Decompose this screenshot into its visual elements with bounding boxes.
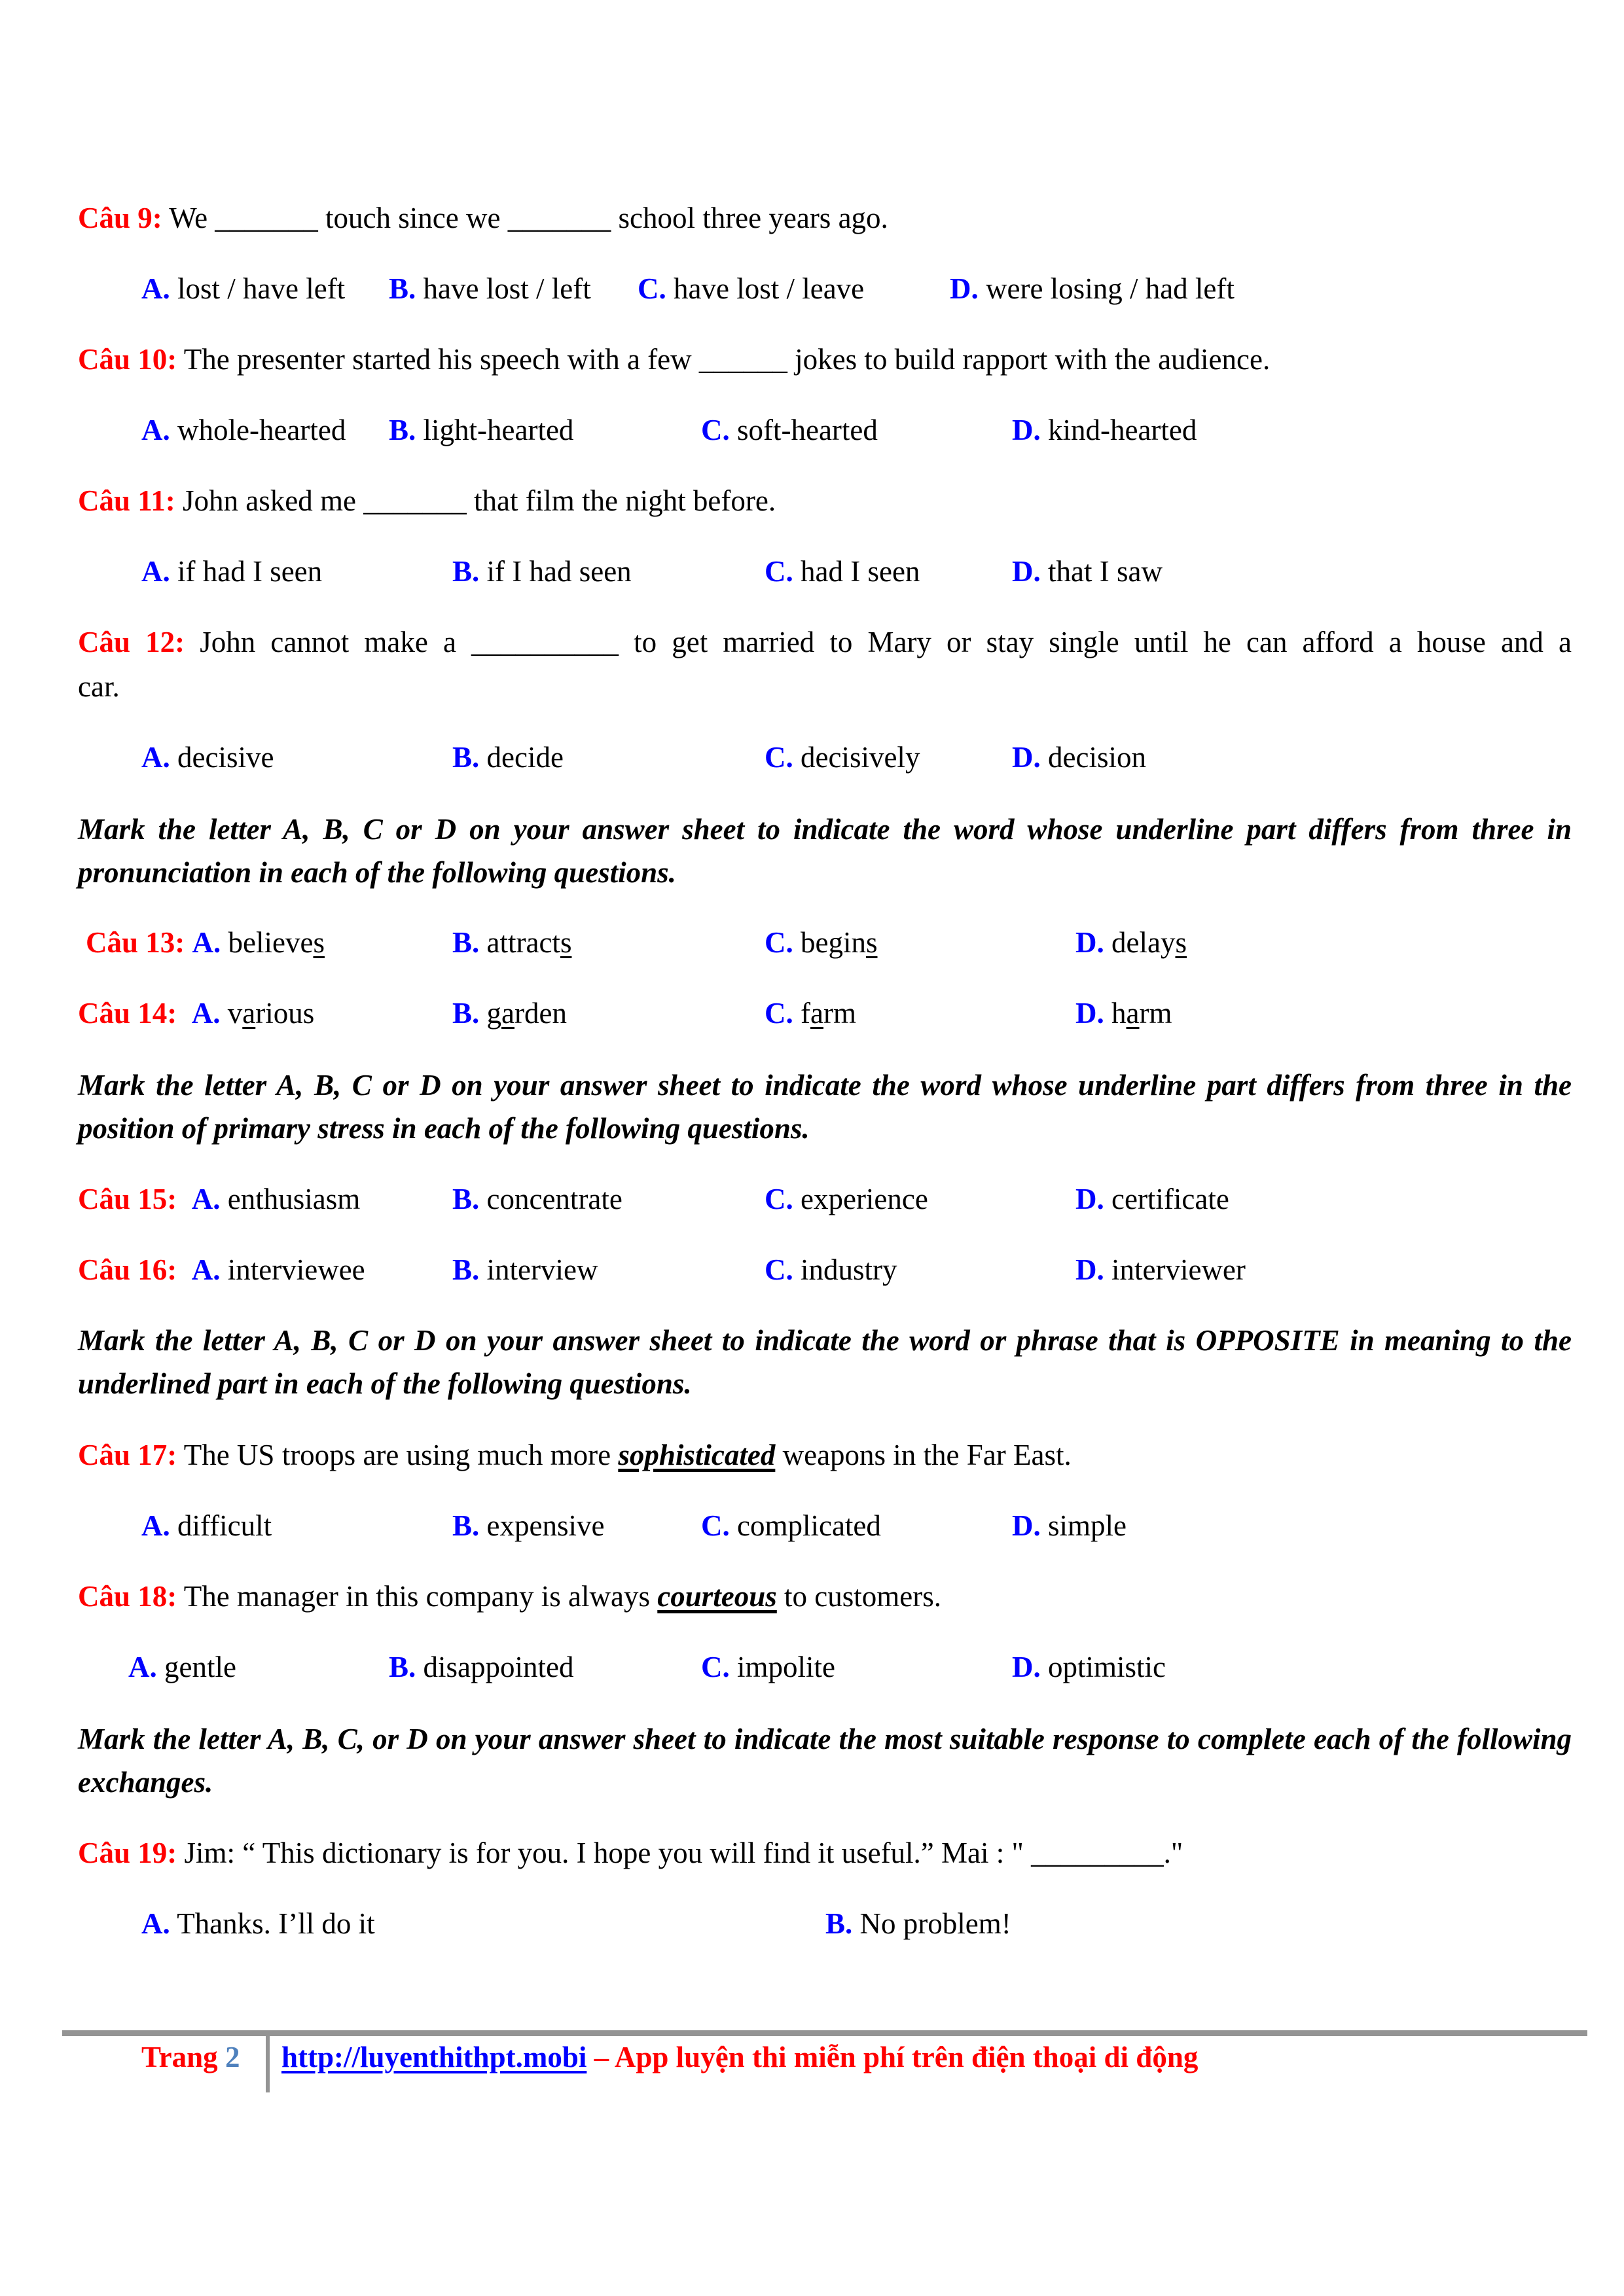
option-letter: C. [638, 272, 666, 305]
option-b[interactable] [452, 1508, 604, 1543]
underlined-part: a [1126, 997, 1140, 1030]
question-label-wrap [86, 925, 325, 960]
section-heading-pronunciation: Mark the letter A, B, C or D on your answer sheet to indicate the word whose underline part differs from three in pronunciation in each of the following questions. [78, 813, 1572, 889]
option-letter: D. [1012, 414, 1041, 446]
option-text: if I had seen [486, 555, 632, 588]
option-d[interactable] [1012, 554, 1163, 589]
option-letter: A. [191, 1183, 221, 1215]
option-text: f [801, 997, 810, 1030]
option-c[interactable] [701, 412, 878, 448]
question-stem: The US troops are using much more [183, 1439, 619, 1471]
option-text: believe [228, 926, 314, 959]
option-text: begin [801, 926, 866, 959]
underlined-keyword: courteous [657, 1580, 777, 1613]
question-label: Câu 18: [78, 1580, 177, 1613]
question-label-wrap [78, 1181, 360, 1217]
footer-link[interactable]: http://luyenthithpt.mobi [281, 2041, 587, 2073]
underlined-part: s [865, 926, 878, 959]
option-a[interactable] [141, 740, 274, 775]
question-stem: car. [78, 670, 120, 703]
section-heading-response: Mark the letter A, B, C, or D on your answer sheet to indicate the most suitable response to complete each of the following exchanges. [78, 1723, 1572, 1799]
option-text: if had I seen [177, 555, 323, 588]
option-text: concentrate [486, 1183, 623, 1215]
question-stem: The presenter started his speech with a few ______ jokes to build rapport with the audience. [183, 343, 1271, 376]
option-letter: B. [825, 1907, 853, 1940]
option-text: impolite [737, 1651, 835, 1683]
option-letter: B. [389, 414, 416, 446]
option-c[interactable] [765, 740, 920, 775]
page-number [141, 2039, 240, 2075]
option-text: industry [801, 1253, 897, 1286]
question-stem: The manager in this company is always [183, 1580, 658, 1613]
option-letter: A. [141, 1509, 170, 1542]
option-letter: A. [141, 272, 170, 305]
option-letter: B. [452, 741, 480, 774]
option-letter: C. [765, 555, 793, 588]
question-12-continuation [78, 669, 120, 704]
footer-vertical-divider [266, 2036, 270, 2092]
option-letter: D. [1075, 926, 1104, 959]
underlined-part: s [1175, 926, 1187, 959]
option-text: expensive [486, 1509, 605, 1542]
option-a[interactable] [228, 926, 325, 959]
page-number-value: 2 [225, 2041, 240, 2073]
question-label-wrap [78, 996, 314, 1031]
page-label: Trang [141, 2041, 225, 2073]
question-label: Câu 14: [78, 997, 177, 1030]
option-b[interactable] [825, 1906, 1011, 1941]
footer-tagline: – App luyện thi miễn phí trên điện thoại di động [586, 2041, 1199, 2073]
option-d[interactable] [1075, 1252, 1246, 1287]
footer-divider [62, 2030, 1587, 2036]
option-c[interactable] [765, 1252, 897, 1287]
option-b[interactable] [389, 412, 573, 448]
question-9 [78, 200, 888, 236]
option-letter: C. [701, 1509, 730, 1542]
option-letter: D. [1075, 1183, 1104, 1215]
question-label: Câu 19: [78, 1837, 177, 1869]
option-text: v [227, 997, 243, 1030]
option-text: complicated [737, 1509, 881, 1542]
option-c[interactable] [701, 1508, 881, 1543]
footer-text [281, 2039, 1198, 2075]
option-text: Thanks. I’ll do it [177, 1907, 375, 1940]
question-label: Câu 17: [78, 1439, 177, 1471]
option-text: decision [1048, 741, 1146, 774]
option-text: had I seen [801, 555, 920, 588]
option-text: certificate [1111, 1183, 1229, 1215]
option-letter: C. [765, 997, 793, 1030]
option-b[interactable] [389, 271, 591, 306]
option-a[interactable]: interviewee [227, 1253, 365, 1286]
option-b[interactable] [452, 1181, 623, 1217]
option-text: g [486, 997, 502, 1030]
option-text: soft-hearted [737, 414, 878, 446]
question-stem: John cannot make a __________ to get married to Mary or stay single until he can afford a house and a [200, 626, 1572, 658]
question-label: Câu 10: [78, 343, 177, 376]
question-19 [78, 1835, 1183, 1871]
option-b[interactable] [452, 996, 567, 1031]
option-text: rm [1139, 997, 1172, 1030]
option-text: light-hearted [423, 414, 574, 446]
option-text: simple [1048, 1509, 1127, 1542]
option-text: lost / have left [177, 272, 346, 305]
option-a[interactable] [141, 554, 322, 589]
option-letter: B. [452, 555, 480, 588]
option-text: rious [255, 997, 315, 1030]
underlined-part: a [242, 997, 256, 1030]
option-letter: D. [1012, 1509, 1041, 1542]
underlined-part: a [810, 997, 823, 1030]
option-letter: C. [765, 741, 793, 774]
question-stem: Jim: “ This dictionary is for you. I hope you will find it useful.” Mai : " _________." [184, 1837, 1183, 1869]
option-letter: C. [765, 1183, 793, 1215]
question-stem: to customers. [776, 1580, 942, 1613]
option-text: were losing / had left [986, 272, 1235, 305]
option-d[interactable] [1012, 740, 1146, 775]
option-letter: D. [1075, 1253, 1104, 1286]
option-letter: D. [1012, 741, 1041, 774]
question-stem: John asked me _______ that film the night before. [183, 484, 776, 517]
option-text: kind-hearted [1048, 414, 1197, 446]
question-18 [78, 1579, 941, 1614]
option-letter: A. [141, 741, 170, 774]
option-b[interactable] [389, 1649, 573, 1685]
option-letter: A. [141, 555, 170, 588]
option-text: difficult [177, 1509, 272, 1542]
option-text: decisively [801, 741, 920, 774]
option-letter: B. [452, 926, 480, 959]
section-heading-opposite: Mark the letter A, B, C or D on your answer sheet to indicate the word or phrase that is OPPOSITE in meaning to the underlined part in each of the following questions. [78, 1324, 1572, 1400]
option-b[interactable] [452, 554, 632, 589]
option-letter: B. [452, 1509, 480, 1542]
option-text: rm [823, 997, 856, 1030]
question-10 [78, 342, 1270, 377]
option-a[interactable] [141, 271, 345, 306]
option-letter: B. [452, 997, 480, 1030]
option-letter: D. [1075, 997, 1104, 1030]
question-label: Câu 12: [78, 626, 185, 658]
option-d[interactable] [1012, 1649, 1166, 1685]
option-text: No problem! [859, 1907, 1011, 1940]
option-a[interactable] [141, 1508, 272, 1543]
option-c[interactable] [701, 1649, 835, 1685]
question-label: Câu 16: [78, 1253, 177, 1286]
option-text: that I saw [1048, 555, 1163, 588]
question-12 [78, 624, 1572, 660]
option-text: decisive [177, 741, 274, 774]
option-text: experience [801, 1183, 928, 1215]
option-d[interactable] [1075, 996, 1172, 1031]
option-text: have lost / left [423, 272, 591, 305]
option-d[interactable] [1012, 412, 1197, 448]
option-c[interactable] [765, 996, 856, 1031]
option-letter: C. [701, 1651, 730, 1683]
option-letter: A. [192, 926, 221, 959]
option-text: interview [486, 1253, 598, 1286]
section-heading-stress: Mark the letter A, B, C or D on your answer sheet to indicate the word whose underline part differs from three in the position of primary stress in each of the following questions. [78, 1069, 1572, 1145]
option-b[interactable] [452, 740, 564, 775]
option-text: delay [1111, 926, 1176, 959]
option-letter: A. [191, 997, 221, 1030]
option-text: decide [486, 741, 564, 774]
option-text: gentle [164, 1651, 236, 1683]
option-a[interactable] [128, 1649, 236, 1685]
option-letter: C. [765, 1253, 793, 1286]
option-c[interactable] [765, 925, 878, 960]
option-b[interactable] [452, 925, 571, 960]
option-letter: D. [950, 272, 979, 305]
option-letter: B. [452, 1183, 480, 1215]
option-text: whole-hearted [177, 414, 346, 446]
option-a[interactable] [141, 412, 346, 448]
option-letter: B. [389, 1651, 416, 1683]
option-d[interactable] [1075, 925, 1187, 960]
option-letter: C. [765, 926, 793, 959]
option-a[interactable]: enthusiasm [227, 1183, 361, 1215]
option-letter: D. [1012, 1651, 1041, 1683]
option-b[interactable] [452, 1252, 598, 1287]
option-letter: B. [452, 1253, 480, 1286]
question-17 [78, 1437, 1072, 1473]
option-a[interactable] [141, 1906, 375, 1941]
option-text: have lost / leave [674, 272, 865, 305]
option-c[interactable] [765, 1181, 928, 1217]
question-label: Câu 13: [86, 926, 185, 959]
underlined-part: s [313, 926, 325, 959]
option-c[interactable] [638, 271, 864, 306]
question-stem: weapons in the Far East. [775, 1439, 1072, 1471]
option-letter: A. [141, 1907, 170, 1940]
underlined-keyword: sophisticated [618, 1439, 776, 1471]
option-letter: B. [389, 272, 416, 305]
question-label: Câu 15: [78, 1183, 177, 1215]
question-label: Câu 9: [78, 202, 162, 234]
option-d[interactable] [950, 271, 1235, 306]
question-11 [78, 483, 776, 518]
underlined-part: s [560, 926, 572, 959]
question-stem: We _______ touch since we _______ school three years ago. [169, 202, 888, 234]
option-text: optimistic [1048, 1651, 1166, 1683]
question-label-wrap [78, 1252, 365, 1287]
option-text: disappointed [423, 1651, 574, 1683]
option-letter: D. [1012, 555, 1041, 588]
option-text: attract [486, 926, 560, 959]
option-letter: A. [141, 414, 170, 446]
option-d[interactable] [1075, 1181, 1229, 1217]
option-d[interactable] [1012, 1508, 1127, 1543]
option-letter: A. [191, 1253, 221, 1286]
option-a[interactable] [228, 997, 314, 1030]
option-c[interactable] [765, 554, 920, 589]
option-text: h [1111, 997, 1127, 1030]
option-text: interviewer [1111, 1253, 1246, 1286]
underlined-part: a [501, 997, 514, 1030]
option-text: rden [514, 997, 567, 1030]
option-letter: C. [701, 414, 730, 446]
option-letter: A. [128, 1651, 157, 1683]
question-label: Câu 11: [78, 484, 175, 517]
